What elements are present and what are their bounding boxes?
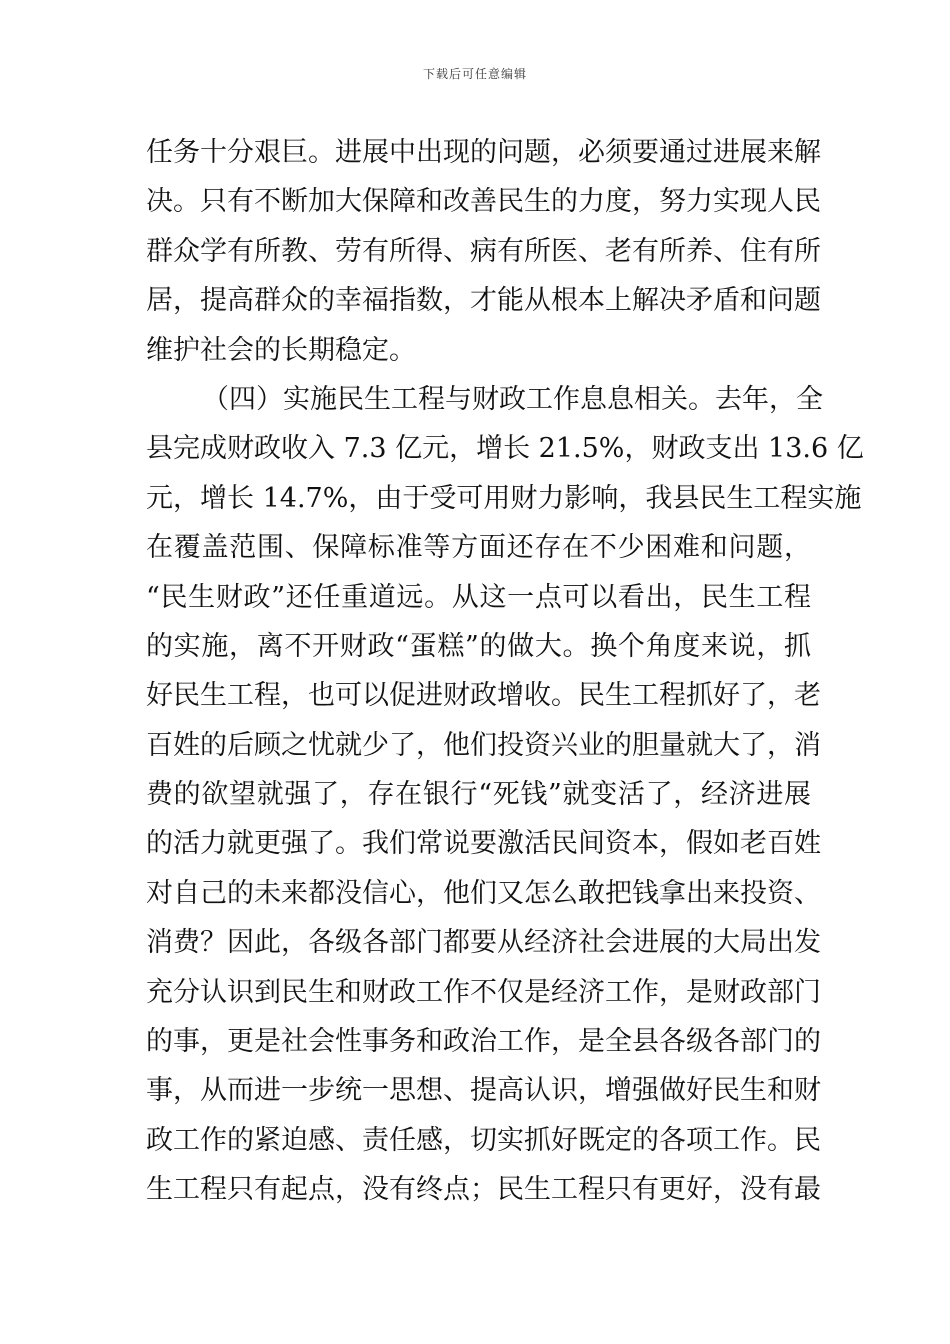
page-header-caption: 下载后可任意编辑 <box>422 67 527 81</box>
text-line: 费的欲望就强了，存在银行“死钱”就变活了，经济进展 <box>146 779 811 811</box>
text-line: 消费？因此，各级各部门都要从经济社会进展的大局出发 <box>146 927 821 959</box>
text-line: 的活力就更强了。我们常说要激活民间资本，假如老百姓 <box>146 828 821 860</box>
text-line: 在覆盖范围、保障标准等方面还存在不少困难和问题， <box>146 532 811 564</box>
text-line: 元，增长 14.7%，由于受可用财力影响，我县民生工程实施 <box>146 482 862 514</box>
text-line: 百姓的后顾之忧就少了，他们投资兴业的胆量就大了，消 <box>146 729 821 761</box>
text-line: 充分认识到民生和财政工作不仅是经济工作，是财政部门 <box>146 976 821 1008</box>
text-line: 维护社会的长期稳定。 <box>146 334 416 366</box>
text-line: “民生财政”还任重道远。从这一点可以看出，民生工程 <box>146 581 811 613</box>
text-line: 居，提高群众的幸福指数，才能从根本上解决矛盾和问题 <box>146 285 821 317</box>
text-line: 的实施，离不开财政“蛋糕”的做大。换个角度来说，抓 <box>146 630 811 662</box>
text-line: 决。只有不断加大保障和改善民生的力度，努力实现人民 <box>146 186 821 218</box>
text-line: 政工作的紧迫感、责任感，切实抓好既定的各项工作。民 <box>146 1124 821 1156</box>
text-line: 任务十分艰巨。进展中出现的问题，必须要通过进展来解 <box>146 137 821 168</box>
text-line: 生工程只有起点，没有终点；民生工程只有更好，没有最 <box>146 1174 821 1206</box>
text-line: 县完成财政收入 7.3 亿元，增长 21.5%，财政支出 13.6 亿 <box>146 433 864 465</box>
document-body <box>146 128 864 1215</box>
text-line: 的事，更是社会性事务和政治工作，是全县各级各部门的 <box>146 1026 821 1058</box>
paragraph-start-line: （四）实施民生工程与财政工作息息相关。去年，全 <box>202 383 823 415</box>
text-line: 事，从而进一步统一思想、提高认识，增强做好民生和财 <box>146 1075 821 1107</box>
text-line: 对自己的未来都没信心，他们又怎么敢把钱拿出来投资、 <box>146 877 821 909</box>
text-line: 好民生工程，也可以促进财政增收。民生工程抓好了，老 <box>146 680 821 712</box>
text-line: 群众学有所教、劳有所得、病有所医、老有所养、住有所 <box>146 235 821 267</box>
